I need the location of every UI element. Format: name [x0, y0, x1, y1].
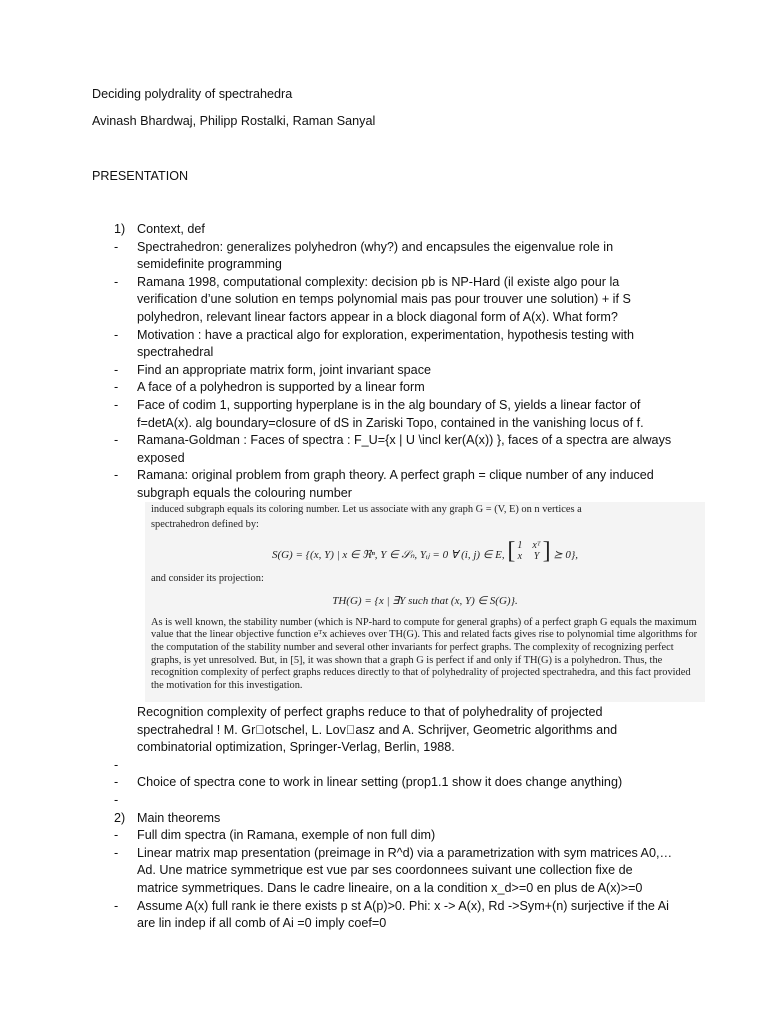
list-item [0, 845, 768, 898]
equation-sg [145, 539, 705, 563]
list-item-text: A face of a polyhedron is supported by a linear form [137, 380, 425, 395]
list-marker: - [114, 274, 119, 289]
list-marker: 1) [114, 222, 126, 236]
list-item [0, 362, 768, 380]
list-item [0, 774, 768, 792]
excerpt-line: spectrahedron defined by: [151, 518, 259, 530]
list-item [0, 467, 768, 502]
list-item-text: Find an appropriate matrix form, joint invariant space [137, 362, 431, 377]
matrix-cell: x [517, 551, 523, 563]
list-marker: - [114, 327, 119, 342]
block-matrix [507, 539, 550, 563]
list-item [0, 274, 768, 327]
equation-left: S(G) = {(x, Y) | x ∈ ℜⁿ, Y ∈ 𝒮ₙ, Yᵢⱼ = 0 ∀ (i, j) ∈ E, [271, 549, 505, 562]
list-item-text: Context, def [137, 222, 205, 236]
list-marker: 2) [114, 810, 126, 825]
list-item-text: Ramana-Goldman : Faces of spectra : F_U={x | U \incl ker(A(x)) }, faces of a spectra are always exposed [137, 433, 672, 465]
list-marker: - [114, 468, 119, 483]
excerpt-line: and consider its projection: [151, 573, 264, 585]
equation-thg: TH(G) = {x | ∃Y such that (x, Y) ∈ S(G)}. [332, 594, 518, 607]
list-marker: - [114, 380, 119, 395]
list-item-text: Linear matrix map presentation (preimage in R^d) via a parametrization with sym matrices A0,…Ad. Une matrice symmetrique est vue par ses coordonnees suivant une collection fixe de matrice symmetriques. Dans le cadre lineaire, on a la condition x_d>=0 en plus de A(x)>=0 [137, 845, 673, 895]
list-item-text: Face of codim 1, supporting hyperplane is in the alg boundary of S, yields a linear factor of f=detA(x). alg boundary=closure of dS in Zariski Topo, contained in the vanishing locus of f. [137, 397, 644, 430]
list-marker: - [114, 775, 119, 790]
recognition-paragraph: Recognition complexity of perfect graphs reduce to that of polyhedrality of projected spectrahedral ! M. Gr otschel, L. Lov asz and A. Schrijver, Geometric algorithms and combinatorial optimization, Springer-Verlag, Berlin, 1988. [137, 705, 618, 755]
list-item-text: Spectrahedron: generalizes polyhedron (why?) and encapsules the eigenvalue role in semidefinite programming [137, 239, 614, 272]
list-marker: - [114, 898, 119, 913]
matrix-cell: 1 [517, 540, 523, 552]
list-marker: - [114, 433, 119, 448]
list-marker: - [114, 792, 119, 807]
list-item [0, 239, 768, 274]
matrix-cells [515, 540, 542, 562]
matrix-cell: Y [533, 551, 540, 563]
matrix-cell: xᵀ [532, 540, 541, 552]
list-item [0, 810, 768, 828]
list-marker: - [114, 845, 119, 860]
excerpt-line: induced subgraph equals its coloring number. Let us associate with any graph G = (V, E) on n vertices a [151, 504, 582, 515]
document-authors: Avinash Bhardwaj, Philipp Rostalki, Raman Sanyal [92, 114, 376, 128]
list-marker: - [114, 362, 119, 377]
section-heading: PRESENTATION [92, 169, 189, 183]
left-bracket: [ [507, 538, 516, 565]
list-item-text: Motivation : have a practical algo for exploration, experimentation, hypothesis testing with spectrahedral [137, 327, 635, 360]
notes-list-before-figure [0, 221, 768, 503]
list-item [0, 792, 768, 810]
equation-right: ⪰ 0}, [553, 549, 579, 562]
list-item [0, 221, 768, 239]
notes-after-figure [0, 704, 768, 933]
list-item [0, 757, 768, 775]
list-item-text [137, 757, 677, 775]
list-item-text: Full dim spectra (in Ramana, exemple of non full dim) [137, 828, 436, 843]
list-item [0, 379, 768, 397]
list-item [0, 898, 768, 933]
list-marker: - [114, 239, 119, 254]
list-item [0, 327, 768, 362]
list-item-text: Ramana: original problem from graph theory. A perfect graph = clique number of any induced subgraph equals the colouring number [137, 468, 654, 500]
excerpt-paragraph: As is well known, the stability number (which is NP-hard to compute for general graphs) of a perfect graph G equals the maximum value that the linear objective function eᵀx achieves over TH(G). This and related facts gives rise to polynomial time algorithms for the computation of the stability number and several other invariants for perfect graphs. The complexity of recognizing perfect graphs, is yet unresolved. But, in [5], it was shown that a graph G is perfect if and only if TH(G) is a polyhedron. Thus, the recognition complexity of perfect graphs reduces directly to that of polyhedrality of projected spectrahedra, and this fact provided the motivation for this investigation. [151, 616, 698, 691]
list-item-text: Main theorems [137, 810, 221, 825]
list-item [0, 432, 768, 467]
list-marker: - [114, 828, 119, 843]
list-item-text: Ramana 1998, computational complexity: decision pb is NP-Hard (il existe algo pour la verification d’une solution en temps polynomial mais pas pour trouver une solution) + if S polyhedron, relevant linear factors appear in a block diagonal form of A(x). What form? [137, 274, 631, 324]
list-marker: - [114, 397, 119, 412]
document-title: Deciding polydrality of spectrahedra [92, 87, 293, 101]
list-item-text: Choice of spectra cone to work in linear setting (prop1.1 show it does change anything) [137, 775, 623, 790]
list-item [0, 827, 768, 845]
right-bracket: ] [542, 538, 551, 565]
list-item [0, 397, 768, 432]
list-item-text: Assume A(x) full rank ie there exists p st A(p)>0. Phi: x -> A(x), Rd ->Sym+(n) surjective if the Ai are lin indep if all comb of Ai =0 imply coef=0 [137, 898, 669, 931]
pasted-paper-excerpt [145, 502, 705, 702]
list-marker: - [114, 757, 119, 772]
list-item-text [137, 792, 677, 810]
